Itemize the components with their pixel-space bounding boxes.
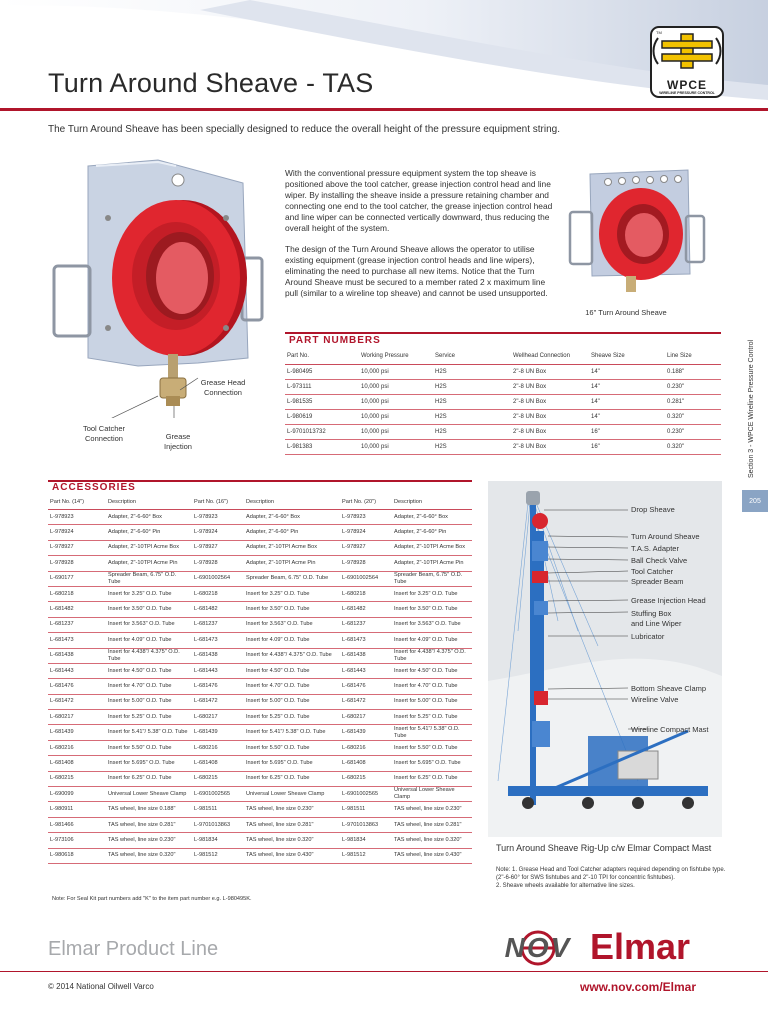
accessory-cell: L-681438 bbox=[340, 648, 392, 663]
part-number-cell: 2"-8 UN Box bbox=[511, 365, 589, 380]
accessory-cell: L-681472 bbox=[192, 694, 244, 709]
part-number-cell: 2"-8 UN Box bbox=[511, 425, 589, 440]
accessory-cell: L-981512 bbox=[192, 848, 244, 863]
accessory-cell: L-978927 bbox=[340, 540, 392, 555]
part-numbers-table bbox=[285, 348, 721, 455]
accessory-cell: L-681476 bbox=[340, 679, 392, 694]
logo-tm: TM bbox=[656, 30, 662, 35]
accessory-cell: L-680217 bbox=[192, 710, 244, 725]
part-numbers-body bbox=[285, 365, 721, 455]
accessory-cell: Insert for 4.50" O.D. Tube bbox=[244, 663, 340, 678]
rig-label-lubricator: Lubricator bbox=[631, 632, 665, 641]
accessory-cell: L-681443 bbox=[48, 663, 106, 678]
accessory-row bbox=[48, 648, 472, 663]
part-numbers-title: PART NUMBERS bbox=[289, 335, 381, 346]
accessory-cell: Insert for 6.25" O.D. Tube bbox=[244, 771, 340, 786]
accessory-cell: Spreader Beam, 6.75" O.D. Tube bbox=[244, 571, 340, 586]
accessory-row bbox=[48, 510, 472, 525]
accessory-cell: L-978928 bbox=[340, 556, 392, 571]
accessory-cell: Insert for 4.70" O.D. Tube bbox=[106, 679, 192, 694]
accessory-cell: Insert for 3.50" O.D. Tube bbox=[244, 602, 340, 617]
rig-label-stuffing-box: Stuffing Box bbox=[631, 609, 672, 618]
accessory-cell: Adapter, 2"-10TPI Acme Box bbox=[392, 540, 472, 555]
accessory-cell: L-681482 bbox=[340, 602, 392, 617]
accessory-cell: L-6901002564 bbox=[192, 571, 244, 586]
part-number-cell: 0.320" bbox=[665, 410, 721, 425]
accessory-cell: L-681408 bbox=[340, 756, 392, 771]
accessory-cell: Insert for 5.41"/ 5.38" O.D. Tube bbox=[106, 725, 192, 740]
rig-notes bbox=[496, 866, 732, 890]
description-paragraph-1: With the conventional pressure equipment system the top sheave is positioned above the tool catcher, grease injection control head and line wiper. By installing the sheave inside a pressure retaining chamber and connecting one end to the tool catcher, the grease injection control head and line wiper can be connected vertically downward, thus reducing the overall height of the system. bbox=[285, 168, 553, 233]
accessory-row bbox=[48, 602, 472, 617]
copyright: © 2014 National Oilwell Varco bbox=[48, 982, 154, 991]
accessory-cell: L-6901002564 bbox=[340, 571, 392, 586]
part-number-cell: 10,000 psi bbox=[359, 440, 433, 455]
rig-caption: Turn Around Sheave Rig-Up c/w Elmar Compact Mast bbox=[496, 843, 712, 853]
accessory-row bbox=[48, 694, 472, 709]
footer-rule bbox=[0, 971, 768, 972]
left-handle-icon bbox=[54, 266, 90, 336]
pn-header-service: Service bbox=[433, 348, 511, 365]
accessory-cell: Insert for 5.695" O.D. Tube bbox=[392, 756, 472, 771]
accessory-cell: Adapter, 2"-10TPI Acme Box bbox=[106, 540, 192, 555]
accessory-cell: L-680218 bbox=[48, 586, 106, 601]
accessory-cell: L-690099 bbox=[48, 787, 106, 802]
accessory-cell: L-681473 bbox=[48, 633, 106, 648]
rig-label-turn-around-sheave: Turn Around Sheave bbox=[631, 532, 700, 541]
accessory-cell: Insert for 3.25" O.D. Tube bbox=[106, 586, 192, 601]
accessory-cell: Universal Lower Sheave Clamp bbox=[392, 787, 472, 802]
accessory-cell: Insert for 5.25" O.D. Tube bbox=[244, 710, 340, 725]
accessory-cell: L-981512 bbox=[340, 848, 392, 863]
part-number-row bbox=[285, 380, 721, 395]
part-number-cell: 2"-8 UN Box bbox=[511, 395, 589, 410]
accessory-cell: L-981834 bbox=[192, 833, 244, 848]
accessory-cell: L-680218 bbox=[192, 586, 244, 601]
acc-header-desc-14: Description bbox=[106, 494, 192, 510]
accessory-cell: TAS wheel, line size 0.320" bbox=[392, 833, 472, 848]
accessory-cell: TAS wheel, line size 0.320" bbox=[106, 848, 192, 863]
accessory-row bbox=[48, 679, 472, 694]
accessory-cell: L-681237 bbox=[340, 617, 392, 632]
part-number-cell: 10,000 psi bbox=[359, 365, 433, 380]
part-number-cell: 10,000 psi bbox=[359, 410, 433, 425]
accessory-cell: L-6901002565 bbox=[192, 787, 244, 802]
part-number-cell: 14" bbox=[589, 365, 665, 380]
part-number-cell: L-980619 bbox=[285, 410, 359, 425]
accessory-cell: Adapter, 2"-10TPI Acme Pin bbox=[244, 556, 340, 571]
accessory-cell: L-680217 bbox=[48, 710, 106, 725]
accessory-cell: L-681439 bbox=[192, 725, 244, 740]
accessories-table bbox=[48, 494, 472, 864]
accessories-title: ACCESSORIES bbox=[52, 482, 136, 493]
accessory-cell: TAS wheel, line size 0.281" bbox=[392, 817, 472, 832]
part-number-cell: 10,000 psi bbox=[359, 395, 433, 410]
acc-header-part-14: Part No. (14") bbox=[48, 494, 106, 510]
rig-label-drop-sheave: Drop Sheave bbox=[631, 505, 675, 514]
pn-header-pressure: Working Pressure bbox=[359, 348, 433, 365]
accessory-cell: Insert for 5.41"/ 5.38" O.D. Tube bbox=[392, 725, 472, 740]
accessory-cell: Insert for 5.25" O.D. Tube bbox=[392, 710, 472, 725]
part-number-cell: 14" bbox=[589, 410, 665, 425]
elmar-brand: Elmar bbox=[590, 926, 691, 967]
accessory-cell: L-9701013863 bbox=[340, 817, 392, 832]
accessory-cell: Insert for 6.25" O.D. Tube bbox=[106, 771, 192, 786]
accessory-cell: TAS wheel, line size 0.230" bbox=[392, 802, 472, 817]
accessory-cell: Insert for 4.438"/ 4.375" O.D. Tube bbox=[244, 648, 340, 663]
accessory-cell: L-981834 bbox=[340, 833, 392, 848]
label-grease-head: Grease Head Connection bbox=[200, 378, 246, 397]
acc-header-desc-16: Description bbox=[244, 494, 340, 510]
accessory-cell: TAS wheel, line size 0.320" bbox=[244, 833, 340, 848]
acc-header-part-20: Part No. (20") bbox=[340, 494, 392, 510]
accessory-row bbox=[48, 725, 472, 740]
part-number-cell: H2S bbox=[433, 380, 511, 395]
accessory-cell: Insert for 3.563" O.D. Tube bbox=[106, 617, 192, 632]
part-number-cell: H2S bbox=[433, 395, 511, 410]
accessory-cell: Spreader Beam, 6.75" O.D. Tube bbox=[106, 571, 192, 586]
accessory-cell: L-681443 bbox=[340, 663, 392, 678]
accessory-row bbox=[48, 787, 472, 802]
accessory-cell: Adapter, 2"-10TPI Acme Pin bbox=[392, 556, 472, 571]
part-numbers-top-rule bbox=[285, 332, 721, 334]
pn-header-part-no: Part No. bbox=[285, 348, 359, 365]
accessory-row bbox=[48, 586, 472, 601]
accessory-cell: Insert for 4.09" O.D. Tube bbox=[244, 633, 340, 648]
part-number-cell: 0.188" bbox=[665, 365, 721, 380]
product-line: Elmar Product Line bbox=[48, 938, 219, 960]
part-number-row bbox=[285, 425, 721, 440]
acc-header-part-16: Part No. (16") bbox=[192, 494, 244, 510]
small-sheave-image bbox=[568, 162, 708, 304]
accessory-cell: L-980911 bbox=[48, 802, 106, 817]
part-number-cell: 0.320" bbox=[665, 440, 721, 455]
accessory-cell: Adapter, 2"-6-60° Pin bbox=[392, 525, 472, 540]
accessory-cell: L-9701013863 bbox=[192, 817, 244, 832]
accessory-cell: L-680217 bbox=[340, 710, 392, 725]
accessory-cell: L-681482 bbox=[48, 602, 106, 617]
accessory-cell: L-681438 bbox=[48, 648, 106, 663]
rig-label-wireline-valve: Wireline Valve bbox=[631, 695, 679, 704]
accessory-cell: L-681443 bbox=[192, 663, 244, 678]
logo-text: WPCE bbox=[667, 78, 707, 92]
rig-label-tas-adapter: T.A.S. Adapter bbox=[631, 544, 679, 553]
accessory-cell: TAS wheel, line size 0.281" bbox=[106, 817, 192, 832]
accessory-cell: Insert for 4.50" O.D. Tube bbox=[392, 663, 472, 678]
part-number-cell: 0.281" bbox=[665, 395, 721, 410]
accessory-cell: Insert for 5.695" O.D. Tube bbox=[244, 756, 340, 771]
accessory-cell: L-981511 bbox=[192, 802, 244, 817]
accessory-cell: L-680215 bbox=[192, 771, 244, 786]
accessory-cell: L-681472 bbox=[340, 694, 392, 709]
part-number-cell: H2S bbox=[433, 410, 511, 425]
accessory-cell: L-681473 bbox=[340, 633, 392, 648]
accessory-row bbox=[48, 817, 472, 832]
part-number-cell: H2S bbox=[433, 440, 511, 455]
accessory-cell: L-681237 bbox=[48, 617, 106, 632]
accessory-cell: Insert for 5.695" O.D. Tube bbox=[106, 756, 192, 771]
accessory-cell: Insert for 4.09" O.D. Tube bbox=[392, 633, 472, 648]
accessory-row bbox=[48, 571, 472, 586]
accessory-cell: L-6901002565 bbox=[340, 787, 392, 802]
part-number-cell: 10,000 psi bbox=[359, 425, 433, 440]
accessory-cell: Insert for 5.50" O.D. Tube bbox=[106, 740, 192, 755]
accessory-cell: TAS wheel, line size 0.281" bbox=[244, 817, 340, 832]
pn-header-sheave: Sheave Size bbox=[589, 348, 665, 365]
accessory-row bbox=[48, 710, 472, 725]
accessory-cell: Insert for 3.563" O.D. Tube bbox=[392, 617, 472, 632]
accessory-cell: L-680216 bbox=[340, 740, 392, 755]
accessory-cell: L-681476 bbox=[192, 679, 244, 694]
accessory-cell: Adapter, 2"-6-60° Pin bbox=[106, 525, 192, 540]
accessory-cell: Insert for 5.50" O.D. Tube bbox=[392, 740, 472, 755]
accessory-cell: Insert for 4.50" O.D. Tube bbox=[106, 663, 192, 678]
accessory-cell: L-978927 bbox=[192, 540, 244, 555]
accessory-row bbox=[48, 633, 472, 648]
accessory-cell: Insert for 5.25" O.D. Tube bbox=[106, 710, 192, 725]
accessory-cell: Insert for 3.50" O.D. Tube bbox=[106, 602, 192, 617]
part-number-cell: 10,000 psi bbox=[359, 380, 433, 395]
accessory-row bbox=[48, 802, 472, 817]
accessory-cell: Insert for 4.438"/ 4.375" O.D. Tube bbox=[106, 648, 192, 663]
accessory-cell: L-681408 bbox=[192, 756, 244, 771]
accessory-cell: L-681438 bbox=[192, 648, 244, 663]
accessory-cell: L-681473 bbox=[192, 633, 244, 648]
accessory-cell: TAS wheel, line size 0.188" bbox=[106, 802, 192, 817]
accessory-cell: Adapter, 2"-10TPI Acme Pin bbox=[106, 556, 192, 571]
accessory-cell: L-978927 bbox=[48, 540, 106, 555]
accessory-cell: L-980618 bbox=[48, 848, 106, 863]
part-number-cell: L-981535 bbox=[285, 395, 359, 410]
accessory-cell: Insert for 3.563" O.D. Tube bbox=[244, 617, 340, 632]
accessory-cell: L-978924 bbox=[192, 525, 244, 540]
accessory-cell: L-681482 bbox=[192, 602, 244, 617]
page-title: Turn Around Sheave - TAS bbox=[48, 68, 374, 98]
accessory-row bbox=[48, 617, 472, 632]
section-label: Section 3 - WPCE Wireline Pressure Control bbox=[748, 339, 755, 478]
accessory-cell: L-981511 bbox=[340, 802, 392, 817]
accessory-cell: Insert for 4.70" O.D. Tube bbox=[244, 679, 340, 694]
accessory-cell: Insert for 3.25" O.D. Tube bbox=[244, 586, 340, 601]
part-number-cell: L-9701013732 bbox=[285, 425, 359, 440]
accessory-cell: Insert for 6.25" O.D. Tube bbox=[392, 771, 472, 786]
label-grease-injection: Grease Injection bbox=[164, 432, 192, 451]
accessory-cell: Insert for 5.00" O.D. Tube bbox=[106, 694, 192, 709]
accessory-cell: Insert for 5.00" O.D. Tube bbox=[392, 694, 472, 709]
wpce-logo-mark bbox=[652, 28, 722, 74]
rig-label-tool-catcher: Tool Catcher bbox=[631, 567, 674, 576]
part-number-cell: 0.230" bbox=[665, 380, 721, 395]
accessories-note: Note: For Seal Kit part numbers add "K" to the item part number e.g. L-980495K. bbox=[52, 896, 252, 902]
accessory-cell: L-978923 bbox=[192, 510, 244, 525]
accessory-cell: L-978923 bbox=[48, 510, 106, 525]
accessory-cell: Universal Lower Sheave Clamp bbox=[106, 787, 192, 802]
accessory-row bbox=[48, 663, 472, 678]
part-number-cell: 16" bbox=[589, 440, 665, 455]
accessory-cell: Adapter, 2"-6-60° Box bbox=[244, 510, 340, 525]
accessory-cell: L-681408 bbox=[48, 756, 106, 771]
part-number-cell: L-981383 bbox=[285, 440, 359, 455]
accessory-cell: Insert for 4.09" O.D. Tube bbox=[106, 633, 192, 648]
accessory-cell: Adapter, 2"-6-60° Box bbox=[392, 510, 472, 525]
part-number-cell: 2"-8 UN Box bbox=[511, 440, 589, 455]
part-numbers-header-row bbox=[285, 348, 721, 365]
accessory-cell: L-681472 bbox=[48, 694, 106, 709]
intro-text: The Turn Around Sheave has been specially designed to reduce the overall height of the pressure equipment string. bbox=[48, 124, 560, 135]
part-number-row bbox=[285, 365, 721, 380]
accessory-cell: L-681237 bbox=[192, 617, 244, 632]
accessory-cell: L-680216 bbox=[48, 740, 106, 755]
part-number-cell: 2"-8 UN Box bbox=[511, 410, 589, 425]
accessory-cell: L-978928 bbox=[192, 556, 244, 571]
pn-header-wellhead: Wellhead Connection bbox=[511, 348, 589, 365]
accessory-cell: L-680215 bbox=[48, 771, 106, 786]
part-number-cell: 14" bbox=[589, 395, 665, 410]
accessory-row bbox=[48, 848, 472, 863]
part-number-cell: H2S bbox=[433, 365, 511, 380]
accessory-cell: TAS wheel, line size 0.430" bbox=[244, 848, 340, 863]
accessory-cell: Adapter, 2"-6-60° Box bbox=[106, 510, 192, 525]
part-number-row bbox=[285, 440, 721, 455]
part-number-cell: L-973111 bbox=[285, 380, 359, 395]
accessory-cell: L-680216 bbox=[192, 740, 244, 755]
accessory-cell: Insert for 4.70" O.D. Tube bbox=[392, 679, 472, 694]
accessory-row bbox=[48, 833, 472, 848]
rig-label-grease-injection-head: Grease Injection Head bbox=[631, 596, 706, 605]
part-number-cell: L-980495 bbox=[285, 365, 359, 380]
website-link[interactable]: www.nov.com/Elmar bbox=[580, 980, 697, 994]
page-number-tab: 205 bbox=[742, 490, 768, 512]
rig-label-spreader-beam: Spreader Beam bbox=[631, 577, 684, 586]
accessory-cell: L-681439 bbox=[48, 725, 106, 740]
part-number-cell: 16" bbox=[589, 425, 665, 440]
pn-header-line: Line Size bbox=[665, 348, 721, 365]
accessory-cell: L-978924 bbox=[48, 525, 106, 540]
accessory-cell: TAS wheel, line size 0.230" bbox=[106, 833, 192, 848]
rig-label-line-wiper: and Line Wiper bbox=[631, 619, 682, 628]
description bbox=[285, 168, 557, 309]
accessory-cell: TAS wheel, line size 0.230" bbox=[244, 802, 340, 817]
accessory-cell: Insert for 3.25" O.D. Tube bbox=[392, 586, 472, 601]
accessory-row bbox=[48, 756, 472, 771]
accessory-cell: Adapter, 2"-6-60° Pin bbox=[244, 525, 340, 540]
accessory-row bbox=[48, 525, 472, 540]
accessory-cell: Insert for 5.41"/ 5.38" O.D. Tube bbox=[244, 725, 340, 740]
wpce-logo bbox=[650, 26, 724, 98]
accessory-cell: Insert for 3.50" O.D. Tube bbox=[392, 602, 472, 617]
logo-subtext: WIRELINE PRESSURE CONTROL bbox=[659, 91, 715, 95]
accessory-cell: Universal Lower Sheave Clamp bbox=[244, 787, 340, 802]
sheave-hole-icon bbox=[172, 174, 184, 186]
title-rule bbox=[0, 108, 768, 111]
accessory-row bbox=[48, 771, 472, 786]
accessory-cell: Adapter, 2"-10TPI Acme Box bbox=[244, 540, 340, 555]
grease-connection-icon bbox=[160, 378, 186, 398]
part-number-row bbox=[285, 410, 721, 425]
label-tool-catcher: Tool Catcher Connection bbox=[82, 424, 126, 443]
accessory-cell: Insert for 5.00" O.D. Tube bbox=[244, 694, 340, 709]
nov-logo bbox=[492, 928, 584, 968]
accessory-cell: L-978923 bbox=[340, 510, 392, 525]
acc-header-desc-20: Description bbox=[392, 494, 472, 510]
part-number-row bbox=[285, 395, 721, 410]
accessory-cell: L-973106 bbox=[48, 833, 106, 848]
rig-label-compact-mast: Wireline Compact Mast bbox=[631, 725, 709, 734]
accessory-cell: L-690177 bbox=[48, 571, 106, 586]
rig-label-bottom-sheave-clamp: Bottom Sheave Clamp bbox=[631, 684, 707, 693]
part-number-cell: 14" bbox=[589, 380, 665, 395]
part-number-cell: H2S bbox=[433, 425, 511, 440]
accessory-cell: L-978928 bbox=[48, 556, 106, 571]
accessory-cell: L-681439 bbox=[340, 725, 392, 740]
nov-logo-text: NOV bbox=[504, 932, 572, 963]
accessory-row bbox=[48, 540, 472, 555]
part-number-cell: 0.230" bbox=[665, 425, 721, 440]
accessory-cell: L-978924 bbox=[340, 525, 392, 540]
accessory-row bbox=[48, 740, 472, 755]
accessory-cell: Insert for 4.438"/ 4.375" O.D. Tube bbox=[392, 648, 472, 663]
rig-note-2: 2. Sheave wheels available for alternative line sizes. bbox=[496, 883, 635, 889]
accessory-cell: Spreader Beam, 6.75" O.D. Tube bbox=[392, 571, 472, 586]
rig-label-ball-check-valve: Ball Check Valve bbox=[631, 556, 688, 565]
accessories-body bbox=[48, 510, 472, 864]
accessory-row bbox=[48, 556, 472, 571]
rig-note-1: Note: 1. Grease Head and Tool Catcher adapters required depending on fishtube type. (2"-6-60° for SWS fishtubes and 2"-10 TPI for concentric fishtubes). bbox=[496, 867, 726, 881]
accessory-cell: L-680215 bbox=[340, 771, 392, 786]
small-sheave-caption: 16" Turn Around Sheave bbox=[585, 308, 667, 317]
accessory-cell: L-981466 bbox=[48, 817, 106, 832]
accessory-cell: L-681476 bbox=[48, 679, 106, 694]
accessories-header-row bbox=[48, 494, 472, 510]
accessory-cell: L-680218 bbox=[340, 586, 392, 601]
part-number-cell: 2"-8 UN Box bbox=[511, 380, 589, 395]
accessory-cell: TAS wheel, line size 0.430" bbox=[392, 848, 472, 863]
accessory-cell: Insert for 5.50" O.D. Tube bbox=[244, 740, 340, 755]
description-paragraph-2: The design of the Turn Around Sheave allows the operator to utilise existing equipment (grease injection control heads and line wipers), eliminating the need to purchase all new items. Notice that the Turn Around Sheave must be secured to a member rated 2 x maximum line pull (similar to a wireline top sheave) and cannot be used unsupported. bbox=[285, 244, 548, 298]
